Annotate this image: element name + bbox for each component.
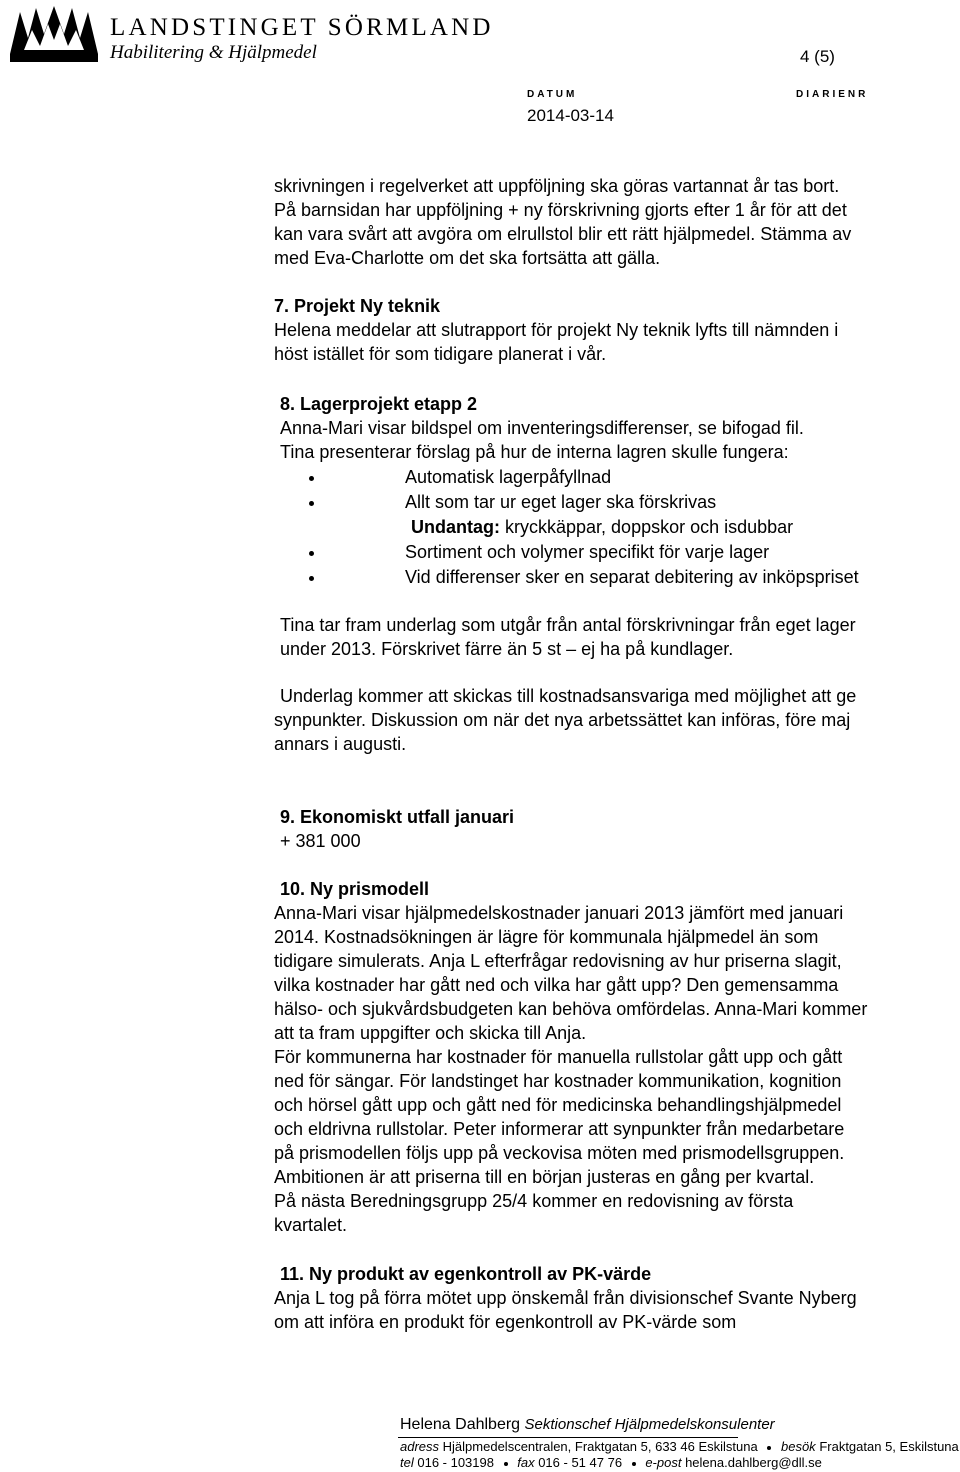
adress-label: adress xyxy=(400,1439,440,1454)
fax-label: fax xyxy=(517,1455,535,1470)
section-11 xyxy=(274,1262,857,1334)
text-line: annars i augusti. xyxy=(274,734,407,754)
organization-department: Habilitering & Hjälpmedel xyxy=(110,42,317,63)
footer-signature xyxy=(400,1416,775,1434)
section-heading: 11. Ny produkt av egenkontroll av PK-värde xyxy=(280,1264,652,1284)
text-line: om att införa en produkt för egenkontroll av PK-värde som xyxy=(274,1312,737,1332)
separator-dot-icon xyxy=(632,1462,636,1466)
text-line: hälso- och sjukvårdsbudgeten kan behöva omfördelas. Anna-Mari kommer xyxy=(274,999,868,1019)
fax-value: 016 - 51 47 76 xyxy=(538,1455,623,1470)
bullet-icon xyxy=(309,551,314,556)
text-line: På barnsidan har uppföljning + ny förskrivning gjorts efter 1 år för att det xyxy=(274,200,847,220)
text-line: Anja L tog på förra mötet upp önskemål från divisionschef Svante Nyberg xyxy=(274,1288,857,1308)
text-line: på prismodellen följs upp på veckovisa möten med prismodellsgruppen. xyxy=(274,1143,845,1163)
section-8 xyxy=(280,392,804,464)
list-item-text: Sortiment och volymer specifikt för varje lager xyxy=(405,542,770,562)
footer-contact xyxy=(400,1455,822,1470)
bullet-list xyxy=(0,465,960,590)
section-heading: 10. Ny prismodell xyxy=(280,879,430,899)
list-item-text: Automatisk lagerpåfyllnad xyxy=(405,467,612,487)
text-line: Anna-Mari visar bildspel om inventeringsdifferenser, se bifogad fil. xyxy=(280,418,804,438)
section-7 xyxy=(274,294,838,366)
text-line: ned för sängar. För landstinget har kostnader kommunikation, kognition xyxy=(274,1071,842,1091)
footer-address xyxy=(400,1439,959,1454)
text-line: tidigare simulerats. Anja L efterfrågar redovisning av hur priserna slagit, xyxy=(274,951,842,971)
page-number: 4 (5) xyxy=(800,47,835,66)
section-9 xyxy=(280,805,514,853)
date-label: DATUM xyxy=(527,89,578,100)
exception-note xyxy=(0,515,960,540)
date-value: 2014-03-14 xyxy=(527,106,614,125)
text-line: och hörsel gått upp och gått ned för medicinska behandlingshjälpmedel xyxy=(274,1095,842,1115)
section-heading: 8. Lagerprojekt etapp 2 xyxy=(280,394,478,414)
epost-label: e-post xyxy=(645,1455,682,1470)
list-item xyxy=(0,565,960,590)
text-line: På nästa Beredningsgrupp 25/4 kommer en redovisning av första xyxy=(274,1191,794,1211)
bullet-icon xyxy=(309,576,314,581)
text-line: Tina tar fram underlag som utgår från antal förskrivningar från eget lager xyxy=(280,615,856,635)
diarie-label: DIARIENR xyxy=(796,89,869,100)
text-line: kan vara svårt att avgöra om elrullstol blir ett rätt hjälpmedel. Stämma av xyxy=(274,224,852,244)
text-line: synpunkter. Diskussion om när det nya arbetssättet kan införas, före maj xyxy=(274,710,851,730)
besok-value: Fraktgatan 5, Eskilstuna xyxy=(819,1439,959,1454)
separator-dot-icon xyxy=(767,1446,771,1450)
section-10 xyxy=(274,877,867,1237)
section-8-paragraph-1 xyxy=(280,613,856,661)
list-item xyxy=(0,540,960,565)
text-line: höst istället för som tidigare planerat i vår. xyxy=(274,344,607,364)
besok-label: besök xyxy=(780,1439,816,1454)
separator-dot-icon xyxy=(504,1462,508,1466)
text-line: Helena meddelar att slutrapport för projekt Ny teknik lyfts till nämnden i xyxy=(274,320,839,340)
author-title: Sektionschef Hjälpmedelskonsulenter xyxy=(524,1416,775,1433)
organization-name: LANDSTINGET SÖRMLAND xyxy=(110,14,494,41)
section-heading-text: 9. Ekonomiskt utfall januari xyxy=(280,807,515,827)
exception-label: Undantag: xyxy=(411,517,500,537)
text-line: vilka kostnader har gått ned och vilka har gått upp? Den gemensamma xyxy=(274,975,839,995)
text-line: under 2013. Förskrivet färre än 5 st – ej ha på kundlager. xyxy=(280,639,734,659)
text-line: Tina presenterar förslag på hur de interna lagren skulle fungera: xyxy=(280,442,789,462)
text-line: med Eva-Charlotte om det ska fortsätta att gälla. xyxy=(274,248,661,268)
landsting-logo-icon xyxy=(6,4,102,66)
list-item-text: Allt som tar ur eget lager ska förskrivas xyxy=(405,492,717,512)
text-line: 2014. Kostnadsökningen är lägre för kommunala hjälpmedel än som xyxy=(274,927,819,947)
exception-items: kryckkäppar, doppskor och isdubbar xyxy=(500,517,794,537)
text-line: Ambitionen är att priserna till en början justeras en gång per kvartal. xyxy=(274,1167,815,1187)
list-item-text: Vid differenser sker en separat debitering av inköpspriset xyxy=(405,567,859,587)
exception-text xyxy=(411,515,793,539)
bullet-icon xyxy=(309,501,314,506)
text-line: Underlag kommer att skickas till kostnadsansvariga med möjlighet att ge xyxy=(280,686,857,706)
epost-value[interactable]: helena.dahlberg@dll.se xyxy=(685,1455,822,1470)
section-value: + 381 000 xyxy=(280,831,361,851)
text-line: kvartalet. xyxy=(274,1215,348,1235)
text-line: att ta fram uppgifter och skicka till Anja. xyxy=(274,1023,587,1043)
bullet-icon xyxy=(309,476,314,481)
list-item xyxy=(0,465,960,490)
footer-divider xyxy=(398,1437,738,1438)
text-line: skrivningen i regelverket att uppföljning ska göras vartannat år tas bort. xyxy=(274,176,840,196)
section-heading xyxy=(280,805,514,829)
section-8-paragraph-2 xyxy=(274,684,856,756)
intro-paragraph xyxy=(274,174,851,270)
tel-value: 016 - 103198 xyxy=(417,1455,494,1470)
text-line: och eldrivna rullstolar. Peter informerar att synpunkter från medarbetare xyxy=(274,1119,845,1139)
section-heading: 7. Projekt Ny teknik xyxy=(274,296,441,316)
adress-value: Hjälpmedelscentralen, Fraktgatan 5, 633 46 Eskilstuna xyxy=(442,1439,758,1454)
text-line: För kommunerna har kostnader för manuella rullstolar gått upp och gått xyxy=(274,1047,843,1067)
list-item xyxy=(0,490,960,515)
author-name: Helena Dahlberg xyxy=(400,1416,521,1433)
letterhead xyxy=(0,0,960,150)
tel-label: tel xyxy=(400,1455,414,1470)
text-line: Anna-Mari visar hjälpmedelskostnader januari 2013 jämfört med januari xyxy=(274,903,844,923)
